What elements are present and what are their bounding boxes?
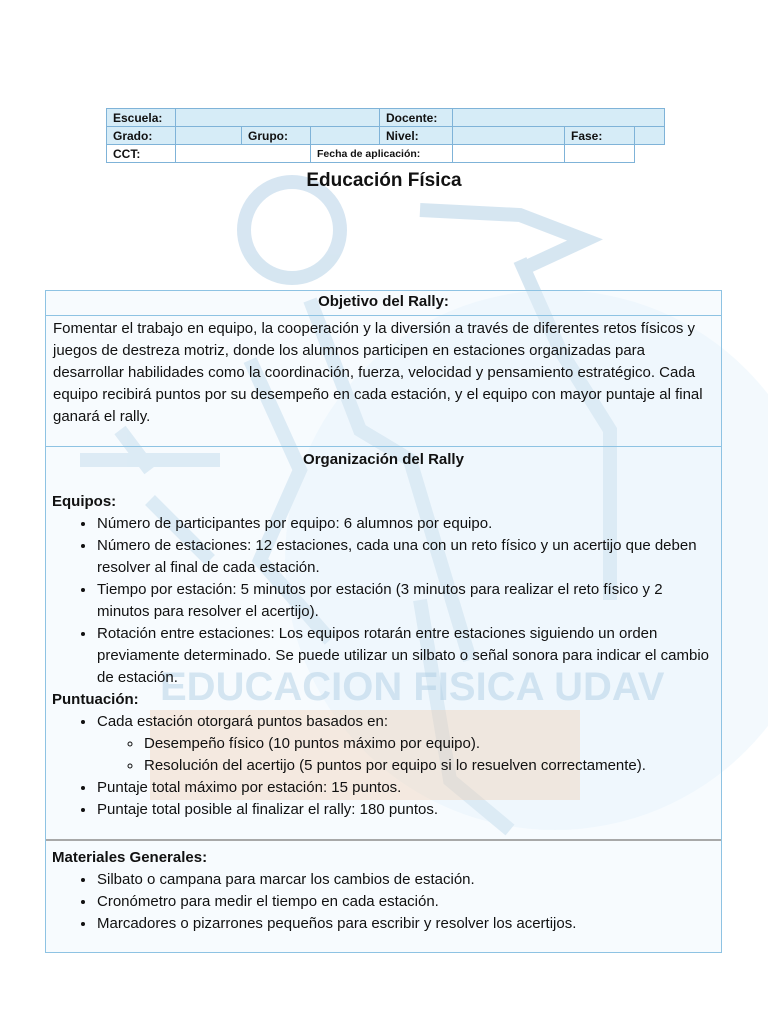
list-item: • Rotación entre estaciones: Los equipos rotarán entre estaciones siguiendo un orden previamente determinado. Se puede utilizar un silbato o señal sonora para indicar el cambio de estación. (96, 623, 715, 689)
materials-heading: Materiales Generales: (52, 849, 208, 866)
list-item: • Marcadores o pizarrones pequeños para escribir y resolver los acertijos. (96, 913, 715, 935)
organization-section (46, 447, 721, 841)
fecha-field[interactable] (453, 145, 565, 163)
scoring-list (52, 711, 715, 821)
grupo-label: Grupo: (242, 127, 311, 145)
docente-label: Docente: (380, 109, 453, 127)
grado-field[interactable] (176, 127, 242, 145)
scoring-intro: Cada estación otorgará puntos basados en: (97, 713, 389, 730)
info-row-cct (107, 145, 665, 163)
nivel-field[interactable] (453, 127, 565, 145)
teams-heading: Equipos: (52, 493, 117, 510)
info-row-grade (107, 127, 665, 145)
list-item: • Número de participantes por equipo: 6 alumnos por equipo. (96, 513, 715, 535)
nivel-label: Nivel: (380, 127, 453, 145)
materials-list (52, 869, 715, 935)
info-row-school (107, 109, 665, 127)
fase-label: Fase: (565, 127, 635, 145)
grupo-field[interactable] (311, 127, 380, 145)
cct-label: CCT: (107, 145, 176, 163)
list-item (96, 711, 715, 777)
list-item: • Puntaje total posible al finalizar el rally: 180 puntos. (96, 799, 715, 821)
scoring-sublist (97, 733, 715, 777)
page-title: Educación Física (306, 170, 462, 191)
list-item: • Tiempo por estación: 5 minutos por estación (3 minutos para realizar el reto físico y 2 minutos para resolver el acertijo). (96, 579, 715, 623)
fecha-label: Fecha de aplicación: (311, 145, 453, 163)
organization-heading: Organización del Rally (303, 451, 464, 468)
escuela-label: Escuela: (107, 109, 176, 127)
objective-text: Fomentar el trabajo en equipo, la cooperación y la diversión a través de diferentes retos físicos y juegos de destreza motriz, donde los alumnos participen en estaciones organizadas para desarrollar habilidades como la coordinación, fuerza, velocidad y pensamiento estratégico. Cada equipo recibirá puntos por su desempeño en cada estación, y el equipo con mayor puntaje al final ganará el rally. (46, 316, 721, 447)
scoring-heading: Puntuación: (52, 691, 139, 708)
list-item: ◦ Desempeño físico (10 puntos máximo por equipo). (143, 733, 715, 755)
list-item: • Puntaje total máximo por estación: 15 puntos. (96, 777, 715, 799)
school-info-table (106, 108, 665, 163)
list-item: • Número de estaciones: 12 estaciones, cada una con un reto físico y un acertijo que deben resolver al final de cada estación. (96, 535, 715, 579)
list-item: • Silbato o campana para marcar los cambios de estación. (96, 869, 715, 891)
watermark-text: EDUCACION FISICA UDAV (160, 665, 665, 709)
objective-heading: Objetivo del Rally: (46, 291, 721, 316)
docente-field[interactable] (453, 109, 665, 127)
fase-field[interactable] (635, 127, 665, 145)
list-item: • Cronómetro para medir el tiempo en cada estación. (96, 891, 715, 913)
fecha-extra-field[interactable] (565, 145, 635, 163)
materials-section (46, 841, 721, 935)
list-item: ◦ Resolución del acertijo (5 puntos por equipo si lo resuelven correctamente). (143, 755, 715, 777)
rally-plan-box (45, 290, 722, 953)
grado-label: Grado: (107, 127, 176, 145)
teams-list (52, 513, 715, 689)
cct-field[interactable] (176, 145, 311, 163)
escuela-field[interactable] (176, 109, 380, 127)
